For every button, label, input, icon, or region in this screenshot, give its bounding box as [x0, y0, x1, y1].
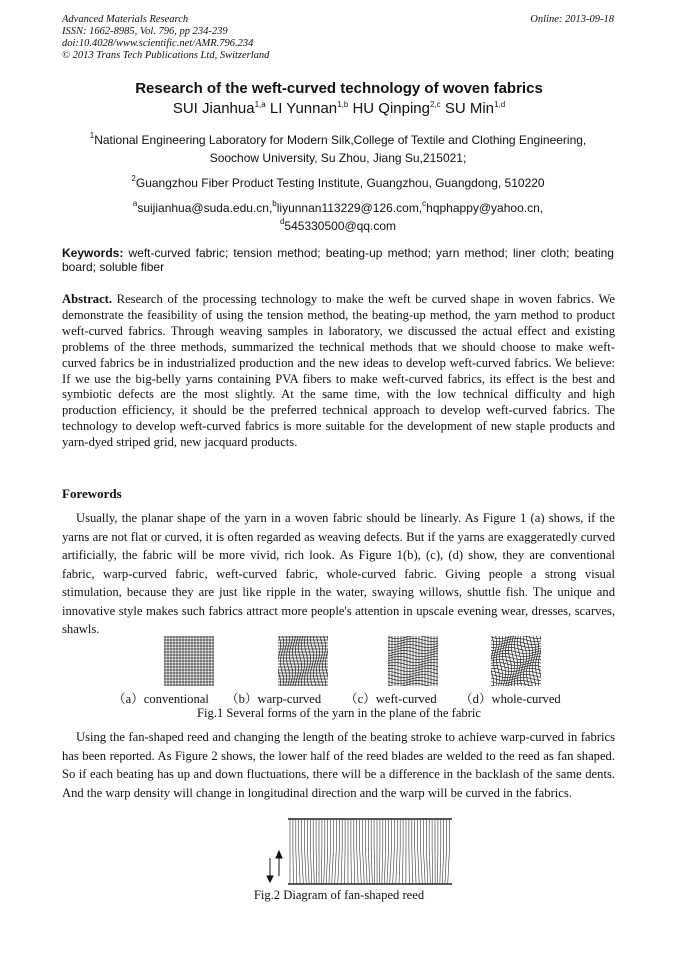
paragraph-2: Using the fan-shaped reed and changing the length of the beating stroke to achieve warp-curved in fabrics has been reported. As Figure 2 shows, the lower half of the reed blades are welded to the reed as fan shaped. So if each beating has up and down fluctuations, there will be a difference in the backlash of the same dents. And the warp density will change in longitudinal direction and the warp will be curved in the fabrics. [62, 730, 615, 800]
fig1-sublabel-d: （d）whole-curved [460, 692, 561, 706]
author-name: SUI Jianhua [172, 100, 255, 117]
fabric-weft-curved-swatch [388, 636, 438, 686]
figure-1-caption: Fig.1 Several forms of the yarn in the plane of the fabric [197, 706, 481, 720]
fan-shaped-reed-diagram [266, 818, 452, 886]
email-link[interactable]: hqphappy@yahoo.cn, [426, 201, 544, 215]
issn-line: ISSN: 1662-8985, Vol. 796, pp 234-239 [62, 26, 228, 37]
copyright-line: © 2013 Trans Tech Publications Ltd, Switzerland [62, 50, 270, 61]
paragraph-1: Usually, the planar shape of the yarn in a woven fabric should be linearly. As Figure 1 (a) shows, if the yarns are not flat or curved, it is often regarded as weaving defects. But if the yarns are exaggeratedly curved artificially, the fabric will be more vivid, rich look. As Figure 1(b), (c), (d) show, they are conventional fabric, warp-curved fabric, weft-curved fabric, whole-curved fabric. Giving people a strong visual stimulation, because they are just like ripple in the water, swaying willows, shuttle fish. The unique and innovative style makes such fabrics attract more people's attention in upscale evening wear, dresses, scarves, shawls. [62, 511, 615, 636]
author-sup: 1,b [337, 100, 349, 109]
affiliation-1 [62, 131, 614, 167]
author-list [0, 100, 678, 117]
fabric-warp-curved-swatch [278, 636, 328, 686]
keywords-text: weft-curved fabric; tension method; beating-up method; yarn method; liner cloth; beating board; soluble fiber [62, 246, 614, 274]
email-link[interactable]: 545330500@qq.com [284, 219, 397, 233]
journal-header [62, 14, 269, 62]
aff1-line1: National Engineering Laboratory for Modern Silk,College of Textile and Clothing Engineering, [94, 133, 587, 147]
abstract-label: Abstract. [62, 292, 113, 306]
doi-line: doi:10.4028/www.scientific.net/AMR.796.234 [62, 38, 254, 49]
email-link[interactable]: suijianhua@suda.edu.cn, [137, 201, 273, 215]
email-list [62, 199, 614, 235]
aff2-text: Guangzhou Fiber Product Testing Institute, Guangzhou, Guangdong, 510220 [135, 176, 545, 190]
abstract-block [62, 292, 615, 451]
online-date: Online: 2013-09-18 [530, 14, 614, 25]
email-c-sup: c [422, 199, 427, 208]
email-b-sup: b [272, 199, 277, 208]
aff1-line2: Soochow University, Su Zhou, Jiang Su,215021; [209, 151, 467, 165]
paper-title: Research of the weft-curved technology of woven fabrics [135, 80, 543, 97]
abstract-text: Research of the processing technology to make the weft be curved shape in woven fabrics. We demonstrate the feasibility of using the tension method, the beating-up method, the yarn method to product weft-curved fabrics. Through weaving samples in laboratory, we discussed the actual effect and existing problems of the three methods, summarized the technical methods that we should choose to make weft-curved fabrics be in industrialized production and the new ideas to develop weft-curved fabrics. We believe: If we use the big-belly yarns containing PVA fibers to make weft-curved fabrics, its effect is the best and symbiotic defects are the most slightly. At the same time, with the low technical difficulty and high production efficiency, it should be the preferred technical approach to develop weft-curved fabrics. The technology to develop weft-curved fabrics is more suitable for the development of new staple products and yarn-dyed striped grid, new jacquard products. [62, 292, 615, 450]
fig1-sublabel-b: （b）warp-curved [226, 692, 322, 706]
author-name: HU Qinping [352, 100, 430, 117]
email-a-sup: a [132, 199, 138, 208]
author-name: LI Yunnan [269, 100, 338, 117]
author-sup: 1,a [254, 100, 266, 109]
fabric-conventional-swatch [164, 636, 214, 686]
author-sup: 2,c [430, 100, 441, 109]
arrow-up-down-icon [267, 851, 282, 882]
fabric-whole-curved-swatch [491, 636, 541, 686]
journal-name: Advanced Materials Research [62, 14, 189, 25]
email-link[interactable]: liyunnan113229@126.com, [276, 201, 423, 215]
email-d-sup: d [279, 217, 285, 226]
fig1-sublabel-a: （a）conventional [113, 692, 209, 706]
author-sup: 1,d [494, 100, 506, 109]
keywords-label: Keywords: [62, 246, 124, 260]
aff1-sup: 1 [89, 131, 95, 140]
keywords-block [62, 246, 614, 274]
fig1-sublabel-c: （c）weft-curved [345, 692, 437, 706]
aff2-sup: 2 [131, 174, 136, 183]
section-heading: Forewords [62, 486, 122, 501]
affiliation-2 [62, 174, 614, 192]
author-name: SU Min [444, 100, 495, 117]
figure-2-caption: Fig.2 Diagram of fan-shaped reed [253, 888, 425, 902]
